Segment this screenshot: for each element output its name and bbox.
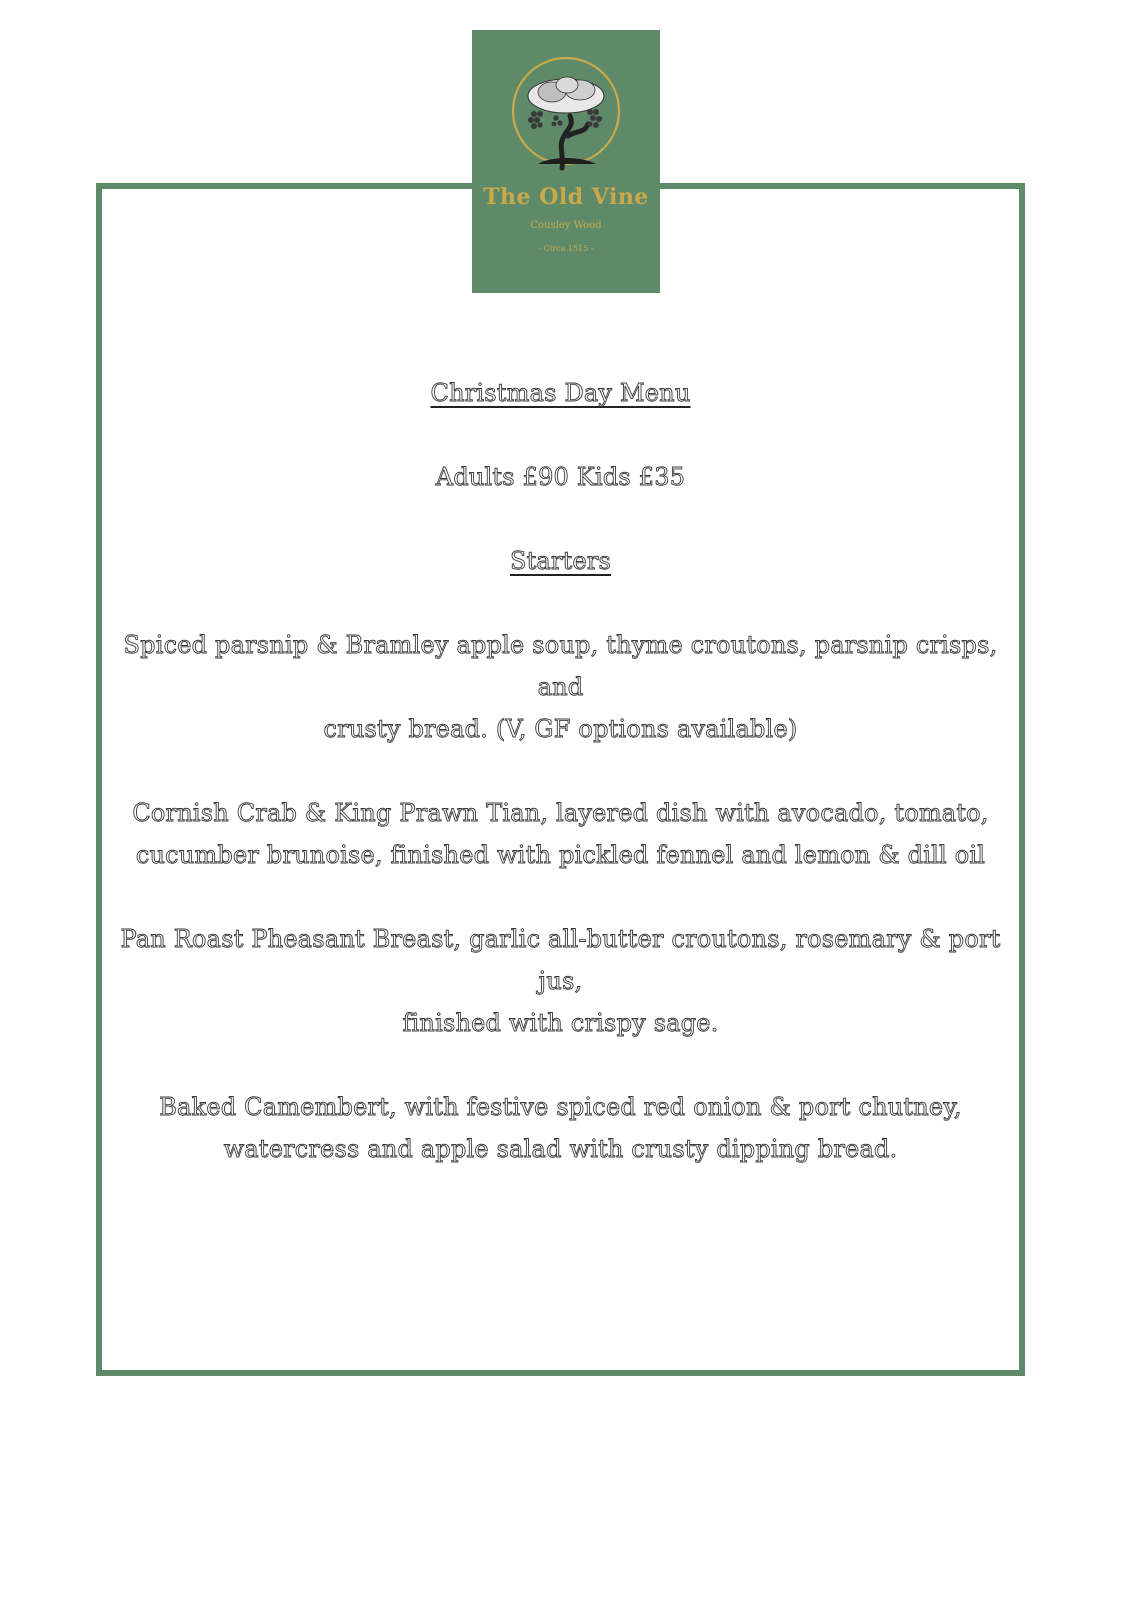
logo-location: Cousley Wood [530,220,602,231]
menu-title: Christmas Day Menu [430,379,691,407]
menu-title-line [110,372,1011,414]
section-heading: Starters [509,547,612,575]
menu-item-line: Baked Camembert, with festive spiced red onion & port chutney, [159,1093,962,1121]
menu-item-line: crusty bread. (V, GF options available) [323,715,798,743]
menu-item [110,918,1011,1044]
menu-item [110,624,1011,750]
menu-item-line: Spiced parsnip & Bramley apple soup, thyme croutons, parsnip crisps, and [123,631,998,701]
menu-item [110,1086,1011,1170]
menu-item-line: watercress and apple salad with crusty dipping bread. [223,1135,898,1163]
menu-content [110,372,1011,1170]
menu-item-line: cucumber brunoise, finished with pickled fennel and lemon & dill oil [135,841,986,869]
grapevine-tree-icon [472,30,660,293]
menu-item-line: finished with crispy sage. [402,1009,719,1037]
logo-established: - Circa 1515 - [538,244,594,253]
menu-item-line: Cornish Crab & King Prawn Tian, layered dish with avocado, tomato, [132,799,989,827]
logo-name: The Old Vine [483,184,649,210]
menu-item [110,792,1011,876]
section-heading-line [110,540,1011,582]
menu-prices: Adults £90 Kids £35 [435,463,686,491]
restaurant-logo [472,30,660,293]
menu-item-line: Pan Roast Pheasant Breast, garlic all-butter croutons, rosemary & port jus, [120,925,1001,995]
